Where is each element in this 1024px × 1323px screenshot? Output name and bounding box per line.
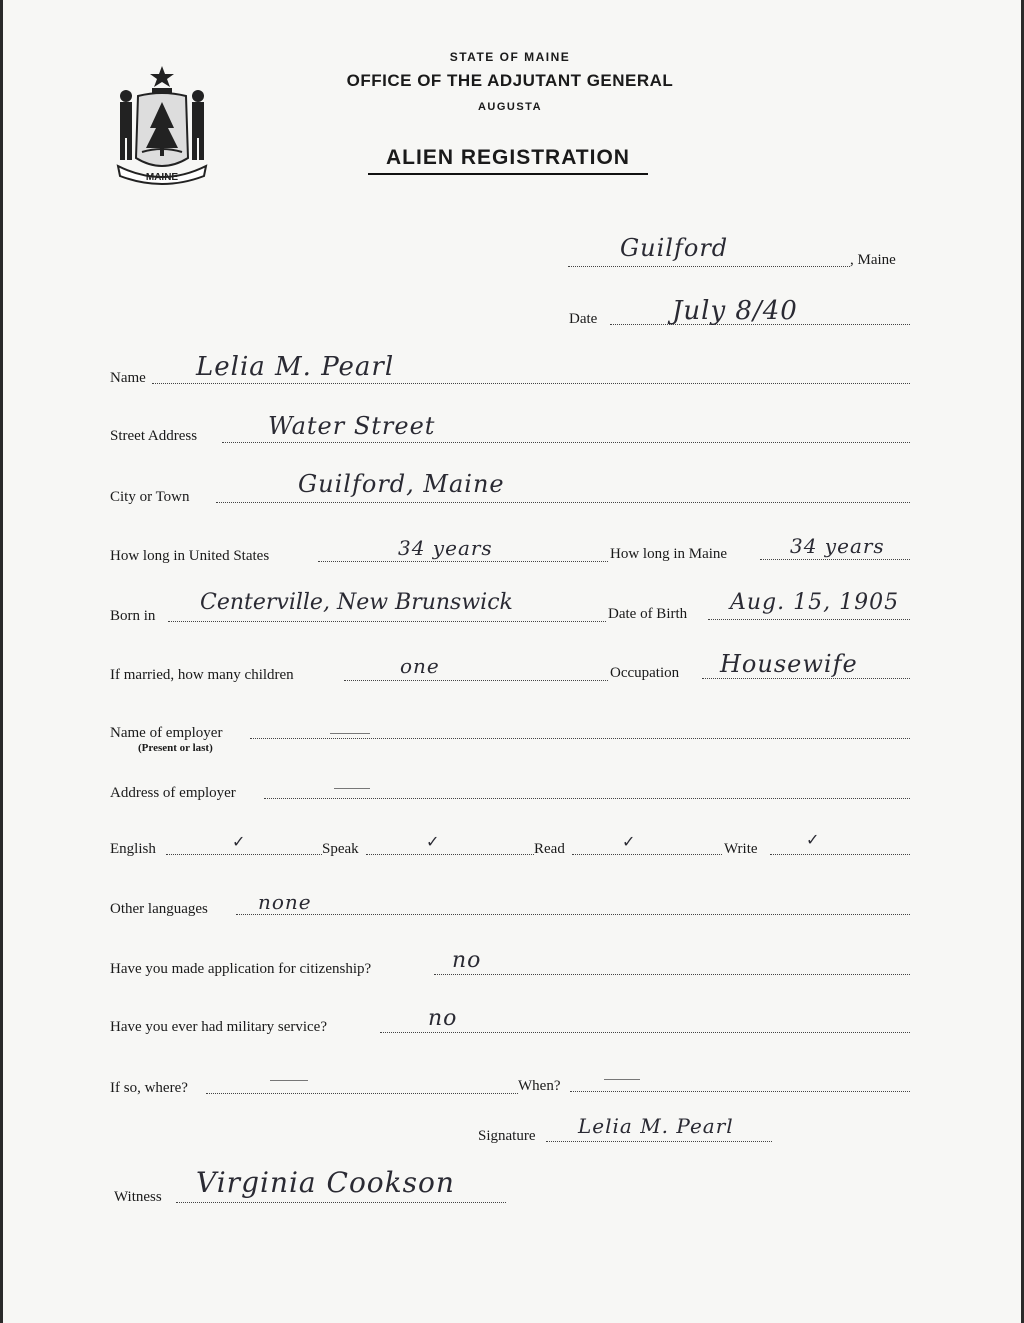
witness-line [176, 1202, 506, 1203]
read-check-icon[interactable]: ✓ [622, 832, 636, 851]
witness-label: Witness [114, 1189, 162, 1205]
date-of-birth-value[interactable]: Aug. 15, 1905 [730, 590, 900, 615]
when-label: When? [518, 1078, 561, 1094]
other-languages-value[interactable]: none [258, 890, 312, 914]
signature-value[interactable]: Lelia M. Pearl [578, 1114, 734, 1138]
date-of-birth-label: Date of Birth [608, 606, 688, 622]
how-long-maine-line [760, 559, 910, 560]
if-so-where-line[interactable] [206, 1093, 518, 1094]
read-line [572, 854, 722, 855]
write-check-icon[interactable]: ✓ [806, 830, 820, 849]
military-label: Have you ever had military service? [110, 1019, 327, 1035]
city-or-town-line [216, 502, 910, 503]
date-of-birth-line [708, 619, 910, 620]
citizenship-line [434, 974, 910, 975]
speak-line [366, 854, 534, 855]
speak-check-icon[interactable]: ✓ [426, 832, 440, 851]
signature-line [546, 1141, 772, 1142]
street-address-label: Street Address [110, 428, 198, 444]
if-so-where-label: If so, where? [110, 1080, 188, 1096]
present-or-last-label: (Present or last) [138, 742, 213, 754]
how-long-us-value[interactable]: 34 years [398, 536, 493, 560]
born-in-value[interactable]: Centerville, New Brunswick [200, 590, 513, 615]
header-state: STATE OF MAINE [449, 50, 571, 64]
witness-value[interactable]: Virginia Cookson [196, 1166, 455, 1199]
when-dash-mark [604, 1079, 640, 1080]
title-underline [368, 173, 648, 175]
street-address-value[interactable]: Water Street [268, 412, 436, 440]
where-dash-mark [270, 1080, 308, 1081]
seal-text: MAINE [145, 172, 179, 183]
children-line [344, 680, 608, 681]
military-line [380, 1032, 910, 1033]
english-label: English [110, 841, 156, 857]
name-value[interactable]: Lelia M. Pearl [196, 352, 395, 382]
citizenship-label: Have you made application for citizenship? [110, 961, 372, 977]
english-check-icon[interactable]: ✓ [232, 832, 246, 851]
how-long-us-label: How long in United States [110, 548, 270, 564]
header-city: AUGUSTA [477, 101, 543, 113]
date-label: Date [569, 311, 598, 327]
name-of-employer-label: Name of employer [110, 725, 223, 741]
how-long-maine-label: How long in Maine [610, 546, 728, 562]
signature-label: Signature [478, 1128, 536, 1144]
how-long-us-line [318, 561, 608, 562]
occupation-line [702, 678, 910, 679]
employer-address-dash-mark [334, 788, 370, 789]
form-title: ALIEN REGISTRATION [386, 146, 630, 169]
name-label: Name [110, 370, 146, 386]
speak-label: Speak [322, 841, 359, 857]
date-value[interactable]: July 8/40 [672, 296, 798, 326]
if-married-label: If married, how many children [110, 667, 294, 683]
other-languages-line [236, 914, 910, 915]
when-line[interactable] [570, 1091, 910, 1092]
occupation-value[interactable]: Housewife [720, 650, 858, 678]
born-in-label: Born in [110, 608, 156, 624]
town-line [568, 266, 850, 267]
header-office: OFFICE OF THE ADJUTANT GENERAL [346, 71, 674, 90]
write-line [770, 854, 910, 855]
citizenship-value[interactable]: no [452, 948, 482, 973]
how-long-maine-value[interactable]: 34 years [790, 534, 885, 558]
city-or-town-value[interactable]: Guilford, Maine [298, 470, 505, 498]
address-of-employer-line[interactable] [264, 798, 910, 799]
maine-state-seal-icon [108, 62, 216, 186]
children-value[interactable]: one [400, 654, 440, 678]
read-label: Read [534, 841, 565, 857]
english-line [166, 854, 322, 855]
born-in-line [168, 621, 606, 622]
employer-dash-mark [330, 733, 370, 734]
write-label: Write [724, 841, 758, 857]
occupation-label: Occupation [610, 665, 680, 681]
military-value[interactable]: no [428, 1006, 458, 1031]
street-address-line [222, 442, 910, 443]
name-line [152, 383, 910, 384]
town-value[interactable]: Guilford [620, 234, 729, 262]
maine-label: , Maine [850, 252, 896, 268]
name-of-employer-line[interactable] [250, 738, 910, 739]
address-of-employer-label: Address of employer [110, 785, 236, 801]
city-or-town-label: City or Town [110, 489, 190, 505]
other-languages-label: Other languages [110, 901, 208, 917]
